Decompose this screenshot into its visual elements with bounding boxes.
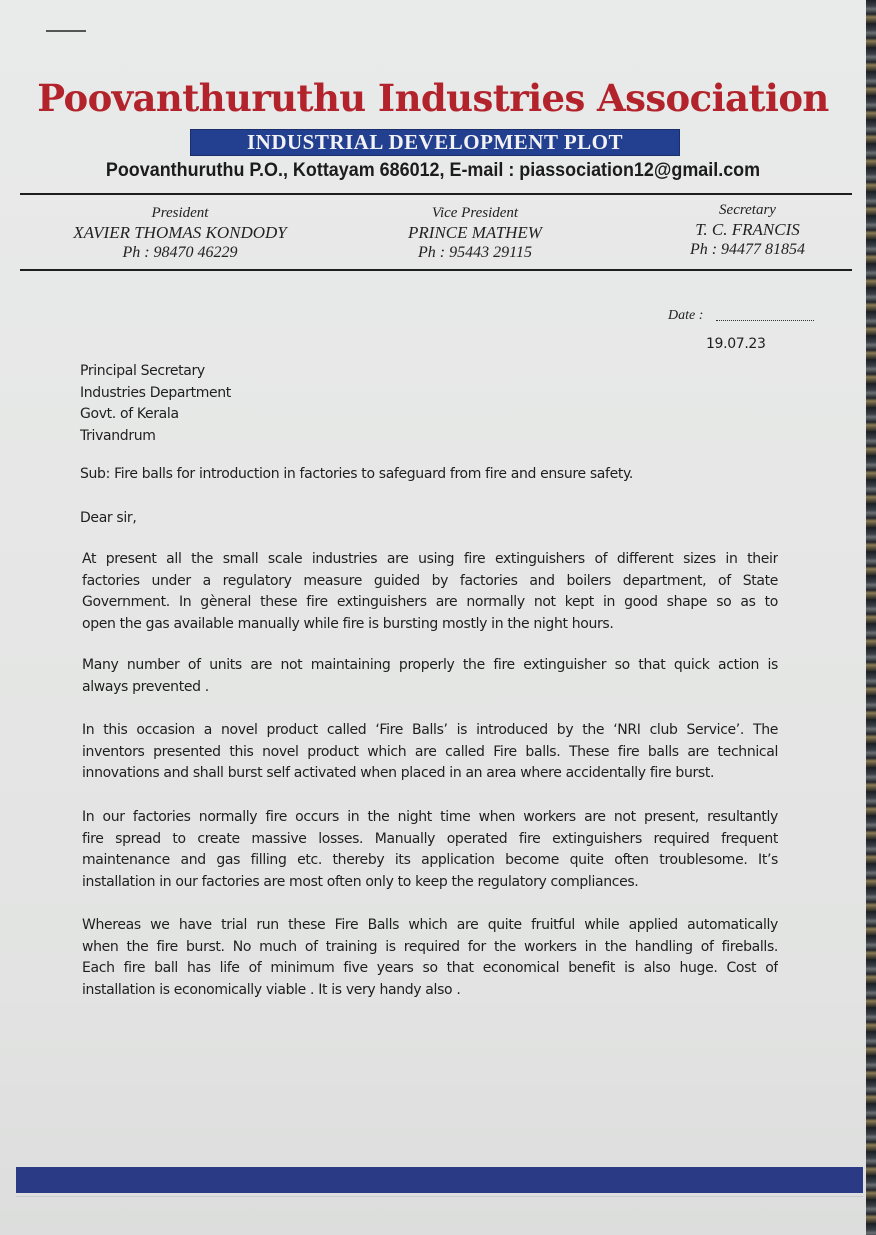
subtitle-banner [190, 129, 680, 156]
date-label: Date : [668, 308, 704, 323]
paragraph [82, 720, 778, 785]
officer-president [60, 204, 300, 263]
officer-secretary [670, 201, 825, 260]
officer-vice-president [380, 204, 570, 263]
organization-title: Poovanthuruthu Industries Association [37, 76, 829, 120]
paragraph-line: Each fire ball has life of minimum five years so that economical benefit is also huge. Cost of [82, 960, 778, 976]
date-value: 19.07.23 [706, 336, 766, 352]
footer-bar [16, 1167, 863, 1193]
officer-role: Vice President [431, 205, 519, 221]
paragraph-line: Government. In gèneral these fire extinguishers are normally not kept in good shape so as to [82, 594, 778, 610]
officer-role: Secretary [719, 202, 776, 218]
paragraph [82, 807, 778, 893]
paragraph-line: innovations and shall burst self activated when placed in an area where accidentally fire burst. [82, 765, 715, 781]
officer-role: President [151, 205, 209, 221]
paragraph-line: installation is economically viable . It is very handy also . [82, 981, 461, 998]
paragraph-line: In our factories normally fire occurs in the night time when workers are not present, resultantly [82, 809, 778, 825]
footer-rule [16, 1196, 863, 1197]
header-divider-top [20, 193, 852, 195]
date-dotted-line [716, 320, 814, 321]
recipient-line: Govt. of Kerala [80, 406, 179, 422]
recipient-line: Trivandrum [80, 427, 156, 444]
officer-name: PRINCE MATHEW [408, 223, 542, 242]
subtitle-text: INDUSTRIAL DEVELOPMENT PLOT [246, 130, 624, 154]
address-line: Poovanthuruthu P.O., Kottayam 686012, E-mail : piassociation12@gmail.com [105, 159, 761, 181]
paragraph-line: installation in our factories are most often only to keep the regulatory compliances. [82, 873, 639, 890]
paragraph-line: always prevented . [82, 678, 209, 695]
paragraph [82, 549, 778, 635]
recipient-line: Principal Secretary [80, 363, 205, 379]
background-edge [866, 0, 876, 1235]
paragraph-line: open the gas available manually while fire is bursting mostly in the night hours. [82, 615, 614, 632]
header-divider-bottom [20, 269, 852, 271]
pen-mark [46, 30, 86, 32]
officer-name: XAVIER THOMAS KONDODY [73, 223, 287, 242]
paragraph-line: In this occasion a novel product called ‘Fire Balls’ is introduced by the ‘NRI club Service’. The [82, 722, 778, 738]
paragraph [82, 655, 778, 698]
salutation: Dear sir, [80, 510, 137, 526]
paragraph-line: when the fire burst. No much of training is required for the workers in the handling of fireballs. [82, 938, 778, 955]
paragraph-line: maintenance and gas filling etc. thereby its application become quite often troublesome. It’s [82, 852, 778, 868]
officer-phone: Ph : 98470 46229 [122, 244, 238, 261]
subject-line: Sub: Fire balls for introduction in factories to safeguard from fire and ensure safety. [80, 466, 634, 482]
paragraph-line: At present all the small scale industries are using fire extinguishers of different sizes in their [82, 551, 778, 567]
recipient-line: Industries Department [80, 384, 231, 401]
paragraph [82, 915, 778, 1001]
paragraph-line: fire spread to create massive losses. Manually operated fire extinguishers required frequent [82, 830, 778, 847]
officer-phone: Ph : 94477 81854 [689, 241, 806, 258]
paragraph-line: inventors presented this novel product which are called Fire balls. These fire balls are technical [82, 743, 778, 760]
recipient-address [80, 361, 231, 447]
officer-name: T. C. FRANCIS [695, 220, 800, 239]
paragraph-line: factories under a regulatory measure guided by factories and boilers department, of State [82, 572, 778, 589]
paragraph-line: Many number of units are not maintaining properly the fire extinguisher so that quick action is [82, 657, 778, 673]
officer-phone: Ph : 95443 29115 [418, 244, 532, 261]
paragraph-line: Whereas we have trial run these Fire Balls which are quite fruitful while applied automatically [82, 917, 778, 933]
